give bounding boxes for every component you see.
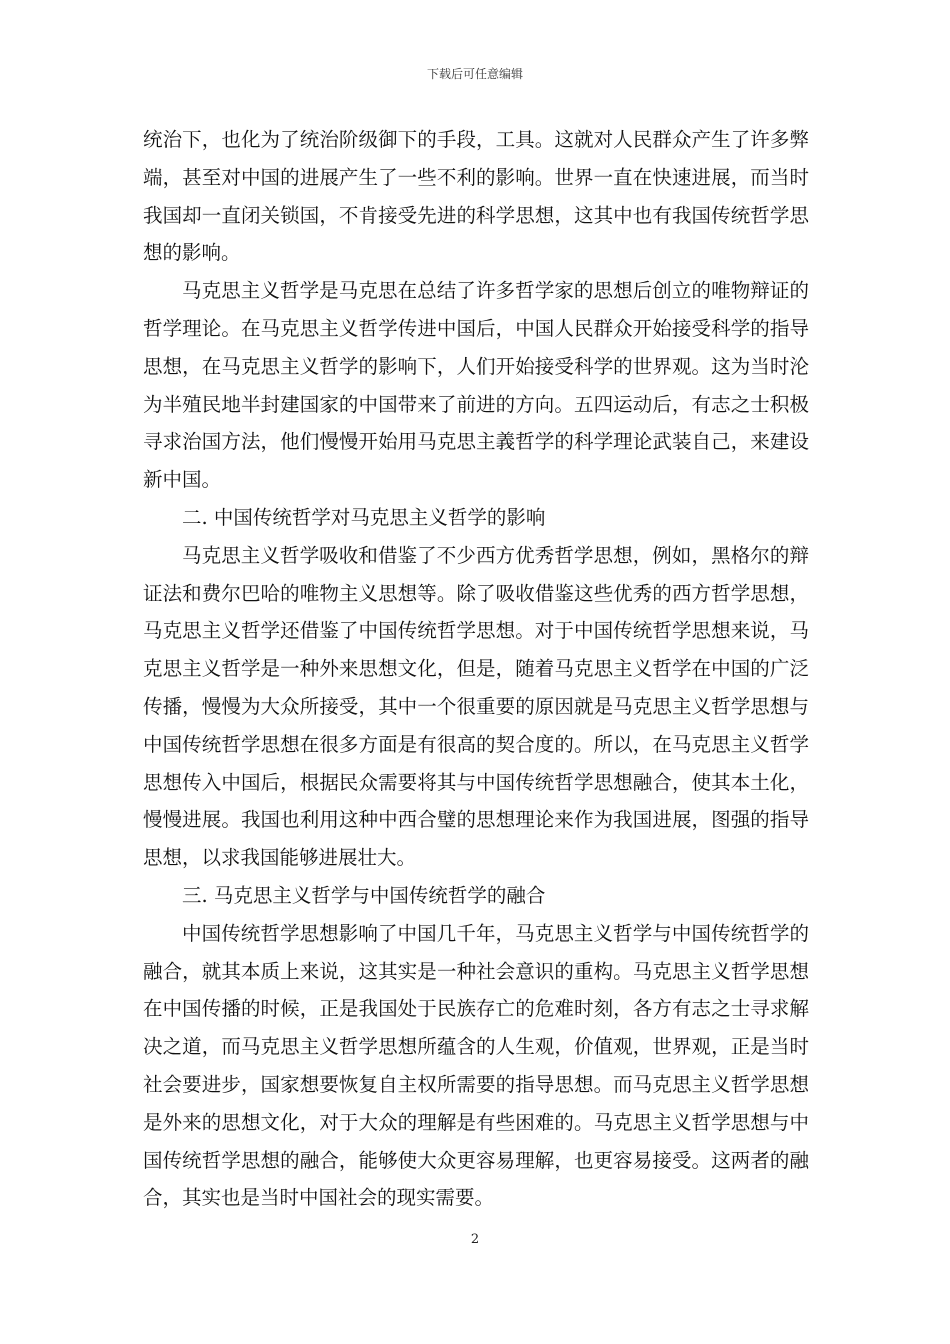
document-body — [143, 121, 809, 1217]
paragraph-marxism-intro: 马克思主义哲学是马克思在总结了许多哲学家的思想后创立的唯物辩证的哲学理论。在马克思主义哲学传进中国后，中国人民群众开始接受科学的指导思想，在马克思主义哲学的影响下，人们开始接受科学的世界观。这为当时沦为半殖民地半封建国家的中国带来了前进的方向。五四运动后，有志之士积极寻求治国方法，他们慢慢开始用马克思主義哲学的科学理论武装自己，来建设新中国。 — [143, 279, 809, 492]
paragraph-influence: 马克思主义哲学吸收和借鉴了不少西方优秀哲学思想，例如，黑格尔的辩证法和费尔巴哈的唯物主义思想等。除了吸收借鉴这些优秀的西方哲学思想，马克思主义哲学还借鉴了中国传统哲学思想。对于中国传统哲学思想来说，马克思主义哲学是一种外来思想文化，但是，随着马克思主义哲学在中国的广泛传播，慢慢为大众所接受，其中一个很重要的原因就是马克思主义哲学思想与中国传统哲学思想在很多方面是有很高的契合度的。所以，在马克思主义哲学思想传入中国后，根据民众需要将其与中国传统哲学思想融合，使其本土化，慢慢进展。我国也利用这种中西合璧的思想理论来作为我国进展，图强的指导思想，以求我国能够进展壮大。 — [143, 543, 809, 870]
paragraph-fusion: 中国传统哲学思想影响了中国几千年，马克思主义哲学与中国传统哲学的融合，就其本质上来说，这其实是一种社会意识的重构。马克思主义哲学思想在中国传播的时候，正是我国处于民族存亡的危难时刻，各方有志之士寻求解决之道，而马克思主义哲学思想所蕴含的人生观，价值观，世界观，正是当时社会要进步，国家想要恢复自主权所需要的指导思想。而马克思主义哲学思想是外来的思想文化，对于大众的理解是有些困难的。马克思主义哲学思想与中国传统哲学思想的融合，能够使大众更容易理解，也更容易接受。这两者的融合，其实也是当时中国社会的现实需要。 — [143, 921, 809, 1210]
page-number: 2 — [470, 1232, 480, 1247]
page-header: 下载后可任意编辑 — [426, 67, 523, 81]
paragraph-continuation: 统治下，也化为了统治阶级御下的手段，工具。这就对人民群众产生了许多弊端，甚至对中国的进展产生了一些不利的影响。世界一直在快速进展，而当时我国却一直闭关锁国，不肯接受先进的科学思想，这其中也有我国传统哲学思想的影响。 — [143, 128, 809, 265]
section-heading-2: 二. 中国传统哲学对马克思主义哲学的影响 — [182, 505, 546, 529]
section-heading-3: 三. 马克思主义哲学与中国传统哲学的融合 — [182, 883, 546, 907]
